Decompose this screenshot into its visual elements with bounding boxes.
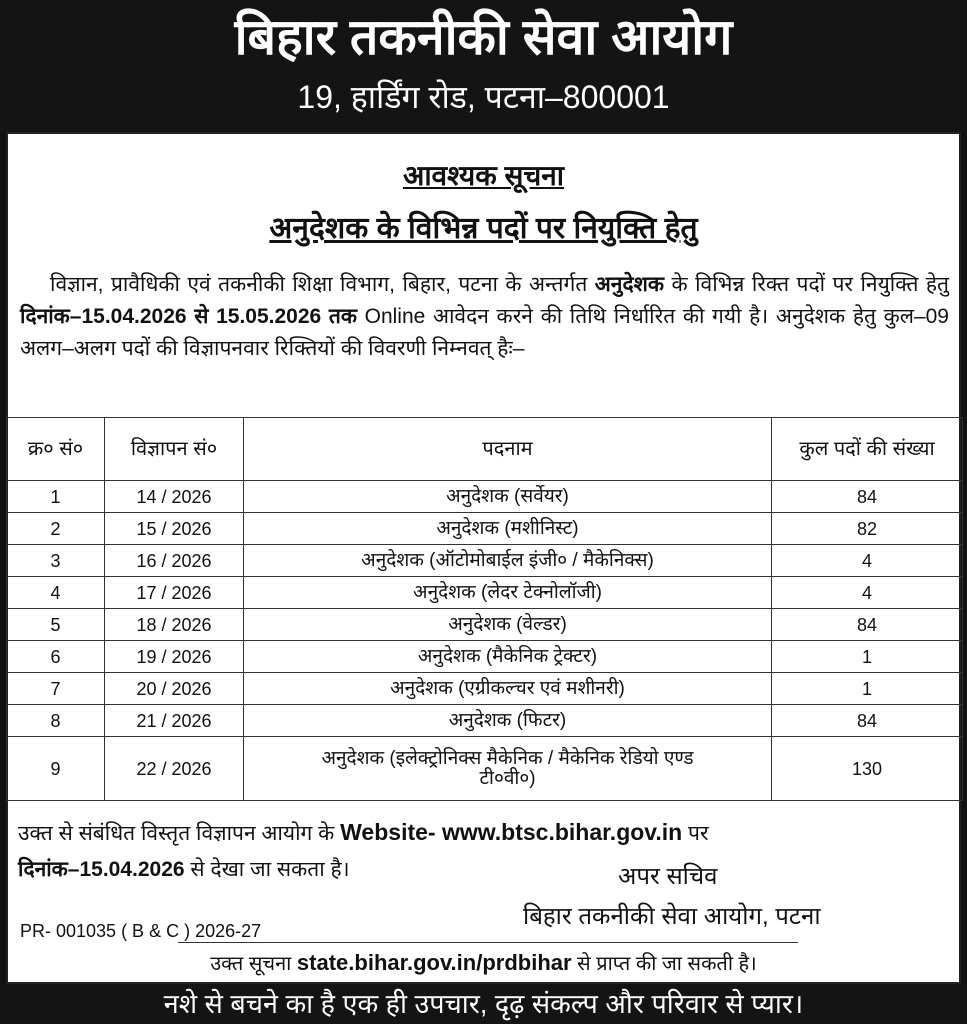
post-count-cell: 84: [772, 609, 963, 641]
org-address: 19, हार्डिंग रोड, पटना–800001: [297, 79, 670, 115]
table-row: [7, 577, 963, 609]
table-row: [7, 513, 963, 545]
ad-number-cell: 14 / 2026: [105, 481, 244, 513]
date-range: दिनांक–15.04.2026 से 15.05.2026 तक: [20, 305, 357, 328]
text: से प्राप्त की जा सकती है।: [571, 953, 757, 975]
post-count-cell: 4: [772, 545, 963, 577]
post-name-cell: अनुदेशक (फिटर): [244, 705, 772, 737]
serial-cell: 4: [7, 577, 105, 609]
bold-text: अनुदेशक: [594, 273, 665, 296]
ad-number-cell: 20 / 2026: [105, 673, 244, 705]
ad-number-cell: 19 / 2026: [105, 641, 244, 673]
post-count-cell: 84: [772, 481, 963, 513]
org-title: बिहार तकनीकी सेवा आयोग: [234, 9, 733, 65]
ad-number-cell: 18 / 2026: [105, 609, 244, 641]
table-row: [7, 737, 963, 801]
header: [0, 0, 967, 132]
text: उक्त से संबंधित विस्तृत विज्ञापन आयोग के: [18, 822, 341, 845]
date: दिनांक–15.04.2026: [18, 858, 185, 881]
col-serial: क्र० सं०: [7, 418, 105, 481]
signatory-org: बिहार तकनीकी सेवा आयोग, पटना: [523, 903, 821, 930]
notice-title: आवश्यक सूचना: [402, 160, 565, 191]
ad-number-cell: 22 / 2026: [105, 737, 244, 801]
pr-number: PR- 001035 ( B & C ) 2026-27: [20, 921, 262, 941]
website-link[interactable]: Website- www.btsc.bihar.gov.in: [340, 819, 683, 845]
table-row: [7, 705, 963, 737]
text: पर: [682, 822, 709, 845]
ad-number-cell: 15 / 2026: [105, 513, 244, 545]
post-count-cell: 82: [772, 513, 963, 545]
table-header: [7, 418, 963, 481]
ad-number-cell: 21 / 2026: [105, 705, 244, 737]
slogan-band: नशे से बचने का है एक ही उपचार, दृढ़ संकल्प और परिवार से प्यार।: [0, 984, 967, 1024]
post-name-cell: अनुदेशक (मशीनिस्ट): [244, 513, 772, 545]
text: उक्त सूचना: [210, 953, 297, 975]
post-name-cell: अनुदेशक (लेदर टेक्नोलॉजी): [244, 577, 772, 609]
text: से देखा जा सकता है।: [184, 858, 350, 881]
post-name-cell: अनुदेशक (वेल्डर): [244, 609, 772, 641]
notice-subtitle: अनुदेशक के विभिन्न पदों पर नियुक्ति हेतु: [269, 212, 698, 245]
table-row: [7, 545, 963, 577]
post-name-cell: अनुदेशक (एग्रीकल्चर एवं मशीनरी): [244, 673, 772, 705]
text: विज्ञान, प्रावैधिकी एवं तकनीकी शिक्षा विभाग, बिहार, पटना के अन्तर्गत: [50, 273, 595, 296]
footer-text: [18, 814, 947, 888]
ad-number-cell: 17 / 2026: [105, 577, 244, 609]
source-link[interactable]: state.bihar.gov.in/prdbihar: [296, 950, 572, 975]
serial-cell: 7: [7, 673, 105, 705]
serial-cell: 5: [7, 609, 105, 641]
col-count: कुल पदों की संख्या: [772, 418, 963, 481]
post-name-cell: अनुदेशक (इलेक्ट्रोनिक्स मैकेनिक / मैकेनिक रेडियो एण्ड टी०वी०): [244, 737, 772, 801]
post-name-cell: अनुदेशक (ऑटोमोबाईल इंजी० / मैकेनिक्स): [244, 545, 772, 577]
notice-box: [6, 132, 961, 984]
post-count-cell: 1: [772, 673, 963, 705]
table-row: [7, 673, 963, 705]
table-row: [7, 481, 963, 513]
notice-paragraph: [20, 269, 949, 365]
text: Online आवेदन करने की तिथि निर्धारित की गयी है। अनुदेशक हेतु कुल–09 अलग–अलग पदों की विज्ञापनवार रिक्तियों की विवरणी निम्नवत् हैः–: [20, 305, 949, 360]
col-post: पदनाम: [244, 418, 772, 481]
post-name-cell: अनुदेशक (मैकेनिक ट्रेक्टर): [244, 641, 772, 673]
serial-cell: 2: [7, 513, 105, 545]
table-row: [7, 609, 963, 641]
ad-number-cell: 16 / 2026: [105, 545, 244, 577]
table-row: [7, 641, 963, 673]
divider: [178, 942, 798, 943]
post-count-cell: 4: [772, 577, 963, 609]
post-count-cell: 84: [772, 705, 963, 737]
vacancy-table: [6, 417, 963, 801]
signatory-title: अपर सचिव: [618, 863, 718, 890]
post-name-cell: अनुदेशक (सर्वेयर): [244, 481, 772, 513]
source-line: [8, 949, 959, 976]
col-ad-no: विज्ञापन सं०: [105, 418, 244, 481]
serial-cell: 3: [7, 545, 105, 577]
text: के विभिन्न रिक्त पदों पर नियुक्ति हेतु: [664, 273, 949, 296]
serial-cell: 8: [7, 705, 105, 737]
post-count-cell: 130: [772, 737, 963, 801]
post-count-cell: 1: [772, 641, 963, 673]
serial-cell: 6: [7, 641, 105, 673]
serial-cell: 1: [7, 481, 105, 513]
serial-cell: 9: [7, 737, 105, 801]
